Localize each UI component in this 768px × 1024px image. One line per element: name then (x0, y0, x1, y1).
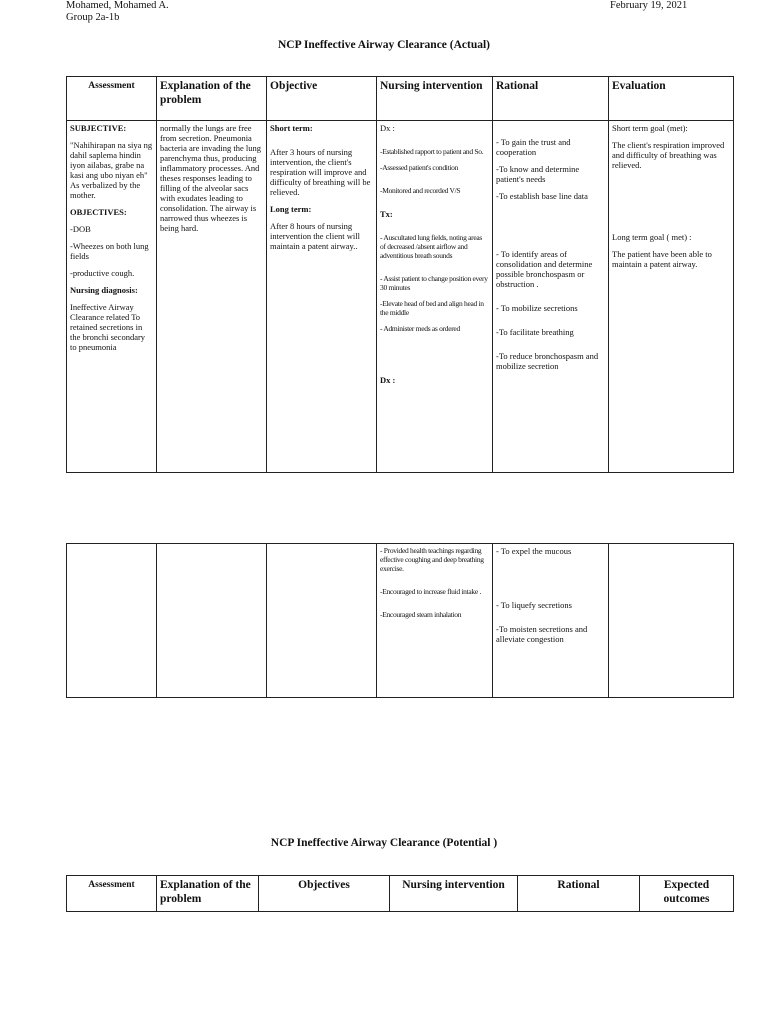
intervention-item: -Monitored and recorded V/S (380, 186, 461, 195)
evaluation-cell (609, 121, 734, 473)
explanation-text: normally the lungs are free from secretion. Pneumonia bacteria are invading the lung parenchyma thus, producing inflammatory processes. And theses responses leading to filling of the alveolar sacs with exudates leading to consolidation. The airway is narrowed thus wheezes is being hard. (160, 123, 262, 233)
ncp-actual-body-row (67, 121, 734, 473)
col-expected-outcomes: Expected outcomes (640, 876, 734, 912)
ncp-actual-title: NCP Ineffective Airway Clearance (Actual) (277, 39, 491, 51)
group-label: Group 2a-1b (66, 12, 120, 23)
eval-short-text: The client's respiration improved and difficulty of breathing was relieved. (612, 140, 725, 170)
long-term-label: Long term: (270, 204, 312, 214)
objective-item: -productive cough. (70, 268, 135, 278)
col-assessment: Assessment (67, 876, 157, 912)
intervention-item: -Encouraged steam inhalation (380, 610, 462, 619)
intervention-item: -Established rapport to patient and So. (380, 147, 484, 156)
empty-cell (67, 544, 157, 698)
col-evaluation: Evaluation (609, 77, 734, 121)
rational-item: -To moisten secretions and alleviate congestion (496, 624, 588, 644)
rational-cell (493, 121, 609, 473)
objective-cell (267, 121, 377, 473)
ncp-potential-header-row (67, 876, 734, 912)
author-name: Mohamed, Mohamed A. (66, 0, 169, 11)
intervention-item: - Auscultated lung fields, noting areas of decreased /absent airflow and adventitious breath sounds (380, 233, 483, 260)
verbalized-note: As verbalized by the mother. (70, 180, 141, 200)
rational-item: -To reduce bronchospasm and mobilize secretion (496, 351, 599, 371)
empty-cell (267, 544, 377, 698)
short-term-label: Short term: (270, 123, 313, 133)
objectives-label: OBJECTIVES: (70, 207, 127, 217)
rational-item: - To gain the trust and cooperation (496, 137, 571, 157)
tx-label: Tx: (380, 209, 393, 219)
rational-item: - To mobilize secretions (496, 303, 578, 313)
rational-item: -To know and determine patient's needs (496, 164, 580, 184)
intervention-item: - Administer meds as ordered (380, 324, 460, 333)
ncp-actual-header-row (67, 77, 734, 121)
assessment-cell (67, 121, 157, 473)
rational-item: -To facilitate breathing (496, 327, 574, 337)
col-objectives: Objectives (259, 876, 390, 912)
empty-cell (157, 544, 267, 698)
col-intervention: Nursing intervention (390, 876, 518, 912)
diagnosis-text: Ineffective Airway Clearance related To retained secretions in the bronchi secondary to pneumonia (70, 302, 146, 352)
long-term-text: After 8 hours of nursing intervention the client will maintain a patent airway.. (270, 221, 360, 251)
col-rational: Rational (493, 77, 609, 121)
objective-item: -DOB (70, 224, 91, 234)
diagnosis-label: Nursing diagnosis: (70, 285, 138, 295)
eval-long-text: The patient have been able to maintain a patent airway. (612, 249, 712, 269)
continuation-row (67, 544, 734, 698)
rational-item: - To liquefy secretions (496, 600, 572, 610)
intervention-cell (377, 121, 493, 473)
col-assessment: Assessment (67, 77, 157, 121)
dx-label-2: Dx : (380, 375, 396, 385)
ncp-actual-table (66, 76, 734, 473)
ncp-potential-table (66, 875, 734, 912)
col-intervention: Nursing intervention (377, 77, 493, 121)
intervention-item: - Assist patient to change position every 30 minutes (380, 274, 488, 292)
dx-label: Dx : (380, 123, 395, 133)
eval-short-label: Short term goal (met): (612, 123, 688, 133)
rational-cell (493, 544, 609, 698)
intervention-cell (377, 544, 493, 698)
intervention-item: - Provided health teachings regarding effective coughing and deep breathing exercise. (380, 546, 484, 573)
col-rational: Rational (518, 876, 640, 912)
eval-long-label: Long term goal ( met) : (612, 232, 692, 242)
rational-item: - To identify areas of consolidation and determine possible bronchospasm or obstruction . (496, 249, 593, 289)
rational-item: -To establish base line data (496, 191, 588, 201)
intervention-item: -Elevate head of bed and align head in the middle (380, 299, 484, 317)
col-objective: Objective (267, 77, 377, 121)
explanation-cell (157, 121, 267, 473)
short-term-text: After 3 hours of nursing intervention, the client's respiration will improve and difficulty of breathing will be relieved. (270, 147, 371, 197)
ncp-potential-title: NCP Ineffective Airway Clearance (Potential ) (270, 837, 498, 849)
document-date: February 19, 2021 (610, 0, 688, 11)
empty-cell (609, 544, 734, 698)
intervention-item: -Encouraged to increase fluid intake . (380, 587, 482, 596)
subjective-text: "Nahihirapan na siya ng dahil saplema hindin iyon ailabas, grabe na kasi ang ubo niyan eh" (70, 140, 153, 180)
ncp-actual-continuation-table (66, 543, 734, 698)
objective-item: -Wheezes on both lung fields (70, 241, 149, 261)
col-explanation: Explanation of the problem (157, 77, 267, 121)
subjective-label: SUBJECTIVE: (70, 123, 127, 133)
rational-item: - To expel the mucous (496, 546, 572, 556)
intervention-item: -Assessed patient's condition (380, 163, 459, 172)
col-explanation: Explanation of the problem (157, 876, 259, 912)
